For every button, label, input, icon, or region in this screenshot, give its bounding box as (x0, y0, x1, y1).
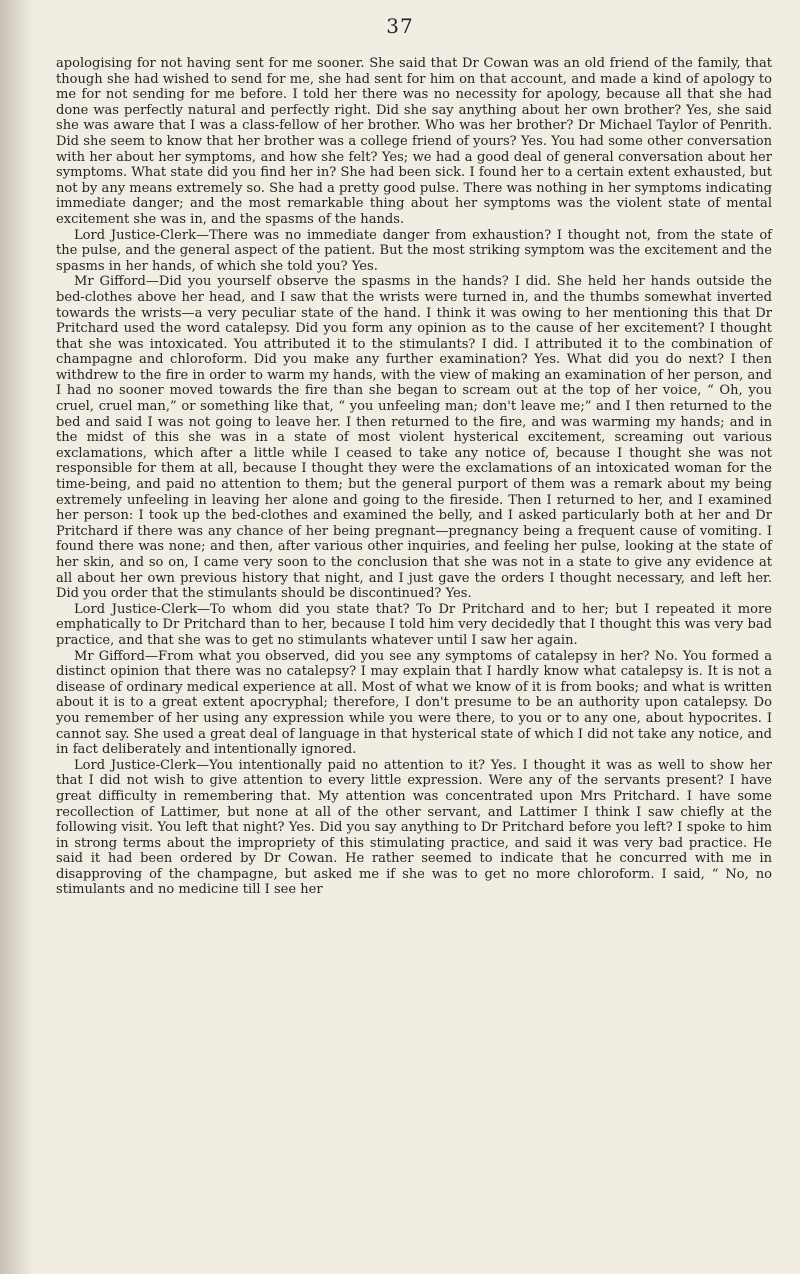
paragraph: Lord Justice-Clerk—You intentionally paid no attention to it? Yes. I thought it was as well to show her that I did not wish to give attention to every little expression. Were any of the servants present? I have great difficulty in remembering that. My attention was concentrated upon Mrs Pritchard. I have some recollection of Lattimer, but none at all of the other servant, and Lattimer I think I saw chiefly at the following visit. You left that night? Yes. Did you say anything to Dr Pritchard before you left? I spoke to him in strong terms about the impropriety of this stimulating practice, and said it was very bad practice. He said it had been ordered by Dr Cowan. He rather seemed to indicate that he concurred with me in disapproving of the champagne, but asked me if she was to get no more chloroform. I said, “ No, no stimulants and no medicine till I see her (56, 757, 772, 898)
body-text (56, 56, 772, 898)
page-edge-shadow (0, 0, 34, 1274)
paragraph: Lord Justice-Clerk—To whom did you state that? To Dr Pritchard and to her; but I repeated it more emphatically to Dr Pritchard than to her, because I told him very decidedly that I thought this was very bad practice, and that she was to get no stimulants whatever until I saw her again. (56, 601, 772, 648)
paragraph: apologising for not having sent for me sooner. She said that Dr Cowan was an old friend of the family, that though she had wished to send for me, she had sent for him on that account, and made a kind of apology to me for not sending for me before. I told her there was no necessity for apology, because all that she had done was perfectly natural and perfectly right. Did she say anything about her own brother? Yes, she said she was aware that I was a class-fellow of her brother. Who was her brother? Dr Michael Taylor of Penrith. Did she seem to know that her brother was a college friend of yours? Yes. You had some other conversation with her about her symptoms, and how she felt? Yes; we had a good deal of general conversation about her symptoms. What state did you find her in? She had been sick. I found her to a certain extent exhausted, but not by any means extremely so. She had a pretty good pulse. There was nothing in her symptoms indicating immediate danger; and the most remarkable thing about her symptoms was the violent state of mental excitement she was in, and the spasms of the hands. (56, 56, 772, 227)
paragraph: Mr Gifford—From what you observed, did you see any symptoms of catalepsy in her? No. You formed a distinct opinion that there was no catalepsy? I may explain that I hardly know what catalepsy is. It is not a disease of ordinary medical experience at all. Most of what we know of it is from books; and what is written about it is to a great extent apocryphal; therefore, I don't presume to be an authority upon catalepsy. Do you remember of her using any expression while you were there, to you or to any one, about hypocrites. I cannot say. She used a great deal of language in that hysterical state of which I did not take any notice, and in fact deliberately and intentionally ignored. (56, 648, 772, 758)
page-number: 37 (386, 14, 414, 38)
paragraph: Mr Gifford—Did you yourself observe the spasms in the hands? I did. She held her hands outside the bed-clothes above her head, and I saw that the wrists were turned in, and the thumbs somewhat inverted towards the wrists—a very peculiar state of the hand. I think it was owing to her mentioning this that Dr Pritchard used the word catalepsy. Did you form any opinion as to the cause of her excitement? I thought that she was intoxicated. You attributed it to the stimulants? I did. I attributed it to the combination of champagne and chloroform. Did you make any further examination? Yes. What did you do next? I then withdrew to the fire in order to warm my hands, with the view of making an examination of her person, and I had no sooner moved towards the fire than she began to scream out at the top of her voice, “ Oh, you cruel, cruel man,” or something like that, “ you unfeeling man; don't leave me;” and I then returned to the bed and said I was not going to leave her. I then returned to the fire, and was warming my hands; and in the midst of this she was in a state of most violent hysterical excitement, screaming out various exclamations, which after a little while I ceased to take any notice of, because I thought she was not responsible for them at all, because I thought they were the exclamations of an intoxicated woman for the time-being, and paid no attention to them; but the general purport of them was a remark about my being extremely unfeeling in leaving her alone and going to the fireside. Then I returned to her, and I examined her person: I took up the bed-clothes and examined the belly, and I asked particularly both at her and Dr Pritchard if there was any chance of her being pregnant—pregnancy being a frequent cause of vomiting. I found there was none; and then, after various other inquiries, and feeling her pulse, looking at the state of her skin, and so on, I came very soon to the conclusion that she was not in a state to give any evidence at all about her own previous history that night, and I just gave the orders I thought necessary, and left her. Did you order that the stimulants should be discontinued? Yes. (56, 274, 772, 602)
paragraph: Lord Justice-Clerk—There was no immediate danger from exhaustion? I thought not, from the state of the pulse, and the general aspect of the patient. But the most striking symptom was the excitement and the spasms in her hands, of which she told you? Yes. (56, 227, 772, 274)
